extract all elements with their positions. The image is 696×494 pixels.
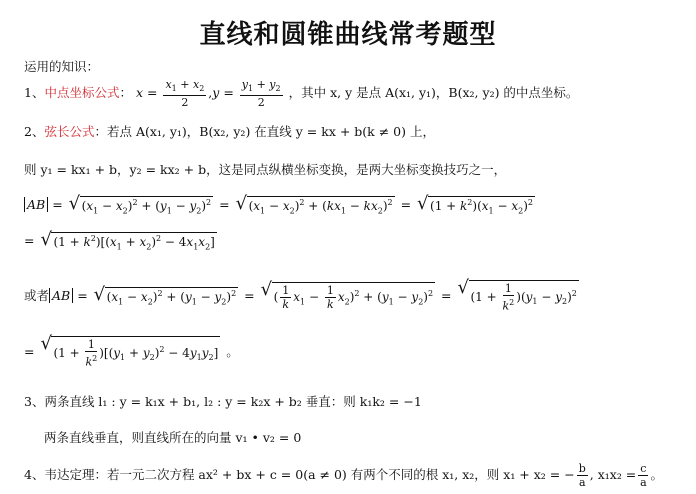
ab-formula-line-1: AB = √ $(x_1 - x_2)^2 + (y_1 - y_2)^2$ = √ $(x_1 - x_2)^2 + (kx_1 - kx_2)^2$ = √ $(1 + k^2)(x_1 - x_2)^2$ [24, 196, 537, 215]
item1-text: ，其中 x, y 是点 A(x₁, y₁)，B(x₂, y₂) 的中点坐标。 [288, 85, 579, 101]
intro-text: 运用的知识： [24, 59, 100, 74]
midpoint-x-formula: x = $\frac{x_1 + x_2}{2}$ ,y = $\frac{y_1 + y_2}{2}$ [135, 78, 281, 110]
perpendicular-vectors-text: 两条直线垂直，则直线所在的向量 v₁ • v₂ = 0 [44, 430, 302, 445]
fraction: $\frac{c}{a}$ [640, 462, 647, 489]
transform-line: 则 y₁ = kx₁ + b，y₂ = kx₂ + b，这是同点纵横坐标变换，是两大坐标变换技巧之一， [24, 162, 507, 177]
fraction: $\frac{b}{a}$ [578, 462, 586, 489]
item2-text: ：若点 A(x₁, y₁)，B(x₂, y₂) 在直线 y = kx + b(k ≠ 0) 上， [94, 124, 435, 139]
item2-label: 弦长公式 [44, 124, 95, 139]
or-prefix: 或者 [24, 287, 50, 303]
perpendicular-lines-text: 3、两条直线 l₁ : y = k₁x + b₁, l₂ : y = k₂x + b₂ 垂直：则 k₁k₂ = −1 [24, 394, 422, 409]
midpoint-formula-line [24, 78, 578, 109]
item1-number: 1、 [24, 85, 45, 101]
fraction: $\frac{y_1 + y_2}{2}$ [241, 78, 281, 110]
ab-formula-alt-line-1: 或者 AB = √ $(x_1 - x_2)^2 + (y_1 - y_2)^2$ = √ ( $\frac{1}{k}$ $x_1$ − $\frac{1}{k}$ $x_2)^2 + (y_1 - y_2)^2$ = √ (1 + $\frac{1}{k^2}$ )$(y_1 - y_2)^2$ [24, 277, 577, 313]
vieta-theorem-line [24, 462, 663, 489]
vieta-text: 4、韦达定理：若一元二次方程 ax² + bx + c = 0(a ≠ 0) 有两个不同的根 x₁, x₂，则 x₁ + x₂ = − [24, 467, 575, 482]
vieta-end: 。 [650, 467, 663, 482]
fraction: $\frac{x_1 + x_2}{2}$ [165, 78, 205, 110]
vieta-mid: , x₁x₂ = [589, 467, 637, 482]
item2-number: 2、 [24, 124, 45, 139]
ab-formula-line-2: = √ $(1 + k^2)[(x_1 + x_2)^2 - 4x_1x_2]$ [24, 229, 215, 252]
page-title: 直线和圆锥曲线常考题型 [199, 20, 497, 50]
chord-length-line [24, 122, 435, 140]
ab-formula-alt-line-2: = √ (1 + $\frac{1}{k^2}$ )$[(y_1 + y_2)^2 - 4y_1y_2]$ 。 [24, 333, 239, 369]
item1-colon: ： [119, 85, 132, 101]
item1-label: 中点坐标公式 [44, 85, 120, 101]
